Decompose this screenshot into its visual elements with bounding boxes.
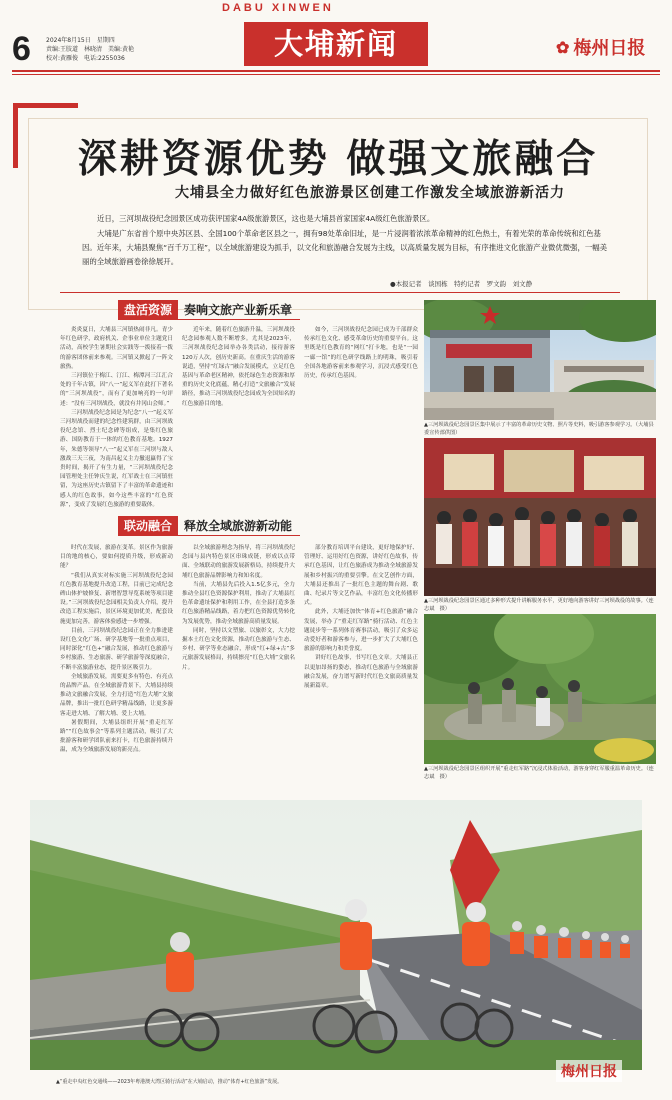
reenactment-photo [424,614,656,764]
paragraph: 讲好红色故事，书写红色文章。大埔县正以更加昂扬的姿态，推动红色旅游与全域旅游融合发展，奋力谱写新时代红色文旅高质量发展新篇章。 [304,655,418,690]
masthead-title: 大埔新闻 [244,22,428,66]
section-title: 奏响文旅产业新乐章 [178,300,300,320]
exhibition-hall-photo [424,438,656,596]
text-column [304,544,418,810]
paragraph: 以全域旅游理念为指导，将三河坝战役纪念园与县内特色景区串珠成链，形成以点带面、全域联动的旅游发展新格局，持续提升大埔红色旅游品牌影响力和知名度。 [182,545,295,579]
text-column [60,544,173,810]
lead-paragraphs [82,212,612,270]
main-headline: 深耕资源优势 做强文旅融合 [77,136,599,182]
photo-caption [424,422,656,437]
paragraph: 全域旅游发展，需要更多有特色、有亮点的品牌产品。在全域旅游背景下，大埔县持续推动文旅融合发展，全力打造“红色大埔”文旅品牌，推出一批红色研学精品线路，让更多游客走进大埔、了解大埔、爱上大埔。 [60,673,173,717]
section-title: 释放全域旅游新动能 [178,516,300,536]
cycling-caption: ▲“重走中央红色交通线——2023年粤港澳大湾区骑行活动”在大埔启动，推动“体育+红色旅游”发展。 [56,1079,283,1085]
paragraph: 近年来，随着红色旅游升温，三河坝战役纪念园参观人数不断增多。尤其是2023年，三河坝战役纪念园举办各类活动，接待游客120万人次，创历史新高。在重庆生活的游客说道，坚持“红绿古”融合发展模式，立足红色基因与革命老区精神，依托绿色生态资源和厚重的历史文化底蕴，精心打造“文旅融合”发展路径，推动三河坝战役纪念园成为全国知名的红色旅游目的地。 [182,327,295,407]
section-tag: 联动融合 [118,516,178,536]
page-number: 6 [12,30,31,68]
paragraph: 三河镇位于梅江、汀江、梅潭河三江汇合处的千年古镇，因“八一”起义军在此打下著名的“三河坝战役”，而有了更加响亮的一句评述：“没有三河坝战役，就没有井冈山会师。” [60,373,173,407]
caption-text: ▲三河坝战役纪念园景区集中展示了丰富的革命历史文物、照片等史料，吸引游客参观学习。 [424,422,636,428]
text-column [304,326,418,512]
exhibition-visitors-illustration [424,438,656,596]
masthead-rule-thin [12,74,660,75]
lead-paragraph: 大埔是广东省首个原中央苏区县、全国100个革命老区县之一，拥有98处革命旧址，是一片浸润着浓浓革命精神的红色热土，有着光荣的革命传统和红色基因。近年来，大埔县聚焦“百千万工程”，以全域旅游建设为抓手，以文化和旅游融合发展为主线，以高质量发展为目标，有序推进文化旅游产业微优微强，一幅美丽的全域旅游画卷徐徐展开。 [82,229,608,266]
masthead-pinyin: DABU XINWEN [222,2,334,14]
paragraph: 部分教育培训平台建设，更好地保护好、管理好、运用好红色资源，讲好红色故事，传承红色基因，让红色旅游成为推动全域旅游发展和乡村振兴的重要引擎。在文艺创作方面，大埔县还推出了一批红色主题的舞台剧、歌曲、纪录片等文艺作品，丰富红色文化传播形式。 [304,545,418,607]
caption-credit: （连志斌 摄） [424,766,654,780]
section-heading-1 [118,300,300,320]
headline-rule [60,292,620,293]
cycling-event-photo [30,800,642,1070]
caption-credit: （大埔县委宣传部供图） [424,422,654,436]
masthead-rule [12,70,660,72]
issue-date: 2024年8月15日 星期四 [46,37,115,44]
paragraph: 暑假期间，大埔县组织开展“重走红军路”“红色故事会”等系列主题活动，吸引了大批游客和研学团队前来打卡，红色旅游持续升温，成为全域旅游发展的新亮点。 [60,719,173,754]
paper-logo [556,34,645,60]
byline: ●本报记者 谈国栋 特约记者 罗文韵 刘文静 [390,280,533,288]
lead-paragraph: 近日，三河坝战役纪念园景区成功获评国家4A级旅游景区，这也是大埔县首家国家4A级红色旅游景区。 [97,214,435,223]
caption-credit: （连志斌 摄） [424,598,654,612]
text-column [182,544,295,810]
plum-blossom-icon: ✿ [556,37,570,57]
caption-text: ▲三河坝战役纪念园景区通过多种形式提升讲解服务水平，更好地向游客讲好三河坝战役的故事。 [424,598,646,604]
sub-headline: 大埔县全力做好红色旅游景区创建工作激发全域旅游新活力 [175,185,565,201]
paragraph: 三河坝战役纪念园是为纪念“八一”起义军三河坝战役而建的纪念性建筑群，由三河坝战役纪念馆、烈士纪念碑等组成，是集红色旅游、国防教育于一体的红色教育基地。1927年，朱德等领导“八一”起义军在三河坝与敌人激战三天三夜，为南昌起义主力撤退赢得了宝贵时间，揭开了有生力量，“三河坝战役纪念园管理处主任钟庆生说，红军战士在三河镇驻留，为这座历史古镇留下了丰富的革命遗迹和感人的红色故事，如今这些丰富的“红色资源”，变成了发展红色旅游的重要载体。 [60,409,173,508]
section-heading-2 [118,516,300,536]
masthead-meta [46,36,134,63]
memorial-hall-photo [424,300,656,420]
paragraph: “我们从真实对标实施三河坝战役纪念园红色教育基地提升改造工程，目前已完成纪念碑山体护坡修复、新增智慧导览系统等项目建设。”三河坝战役纪念园相关负责人介绍，提升改造工程实施后，景区环境更加优美，配套设施更加完善，游客体验感进一步增强。 [60,572,173,625]
paragraph: 此外，大埔还加快“体育+红色旅游”融合发展，举办了“重走红军路”骑行活动、红色主题徒步等一系列体育赛事活动，吸引了众多运动爱好者和游客参与，进一步扩大了大埔红色旅游的影响力和美誉度。 [304,609,418,653]
editors-line: 责编:王肢道 林晓清 美编:黄艳 [46,46,135,53]
paragraph: 如今，三河坝战役纪念园已成为千部群众传承红色文化、感受革命历史的重要平台。这里既是红色教育的“网红”打卡地，也是“一园一廊一馆”的红色研学线路上的明珠，吸引着全国各地游客前来参观学习，沉浸式感受红色历史，传承红色基因。 [304,327,418,380]
text-column [182,326,295,512]
paper-name: 梅州日报 [573,38,646,59]
paragraph: 同时，坚持以文塑旅、以旅彰文，大力挖掘本土红色文化资源，推动红色旅游与生态、乡村、研学等业态融合，形成“红+绿+古”多元旅游发展格局，持续擦亮“红色大埔”文旅名片。 [182,627,295,671]
paragraph: 目前，三河坝战役纪念园正在全力推进建设红色文化广场、研学基地等一批重点项目，同时深化“红色+”融合发展，推动红色旅游与乡村旅游、生态旅游、研学旅游等深度融合，不断丰富旅游业态，提升景区吸引力。 [60,627,173,671]
photo-caption [424,598,656,613]
paragraph: 时代在发展，旅游在变革。景区作为旅游目的地的核心，要如何提质升级，形成新动能？ [60,545,173,570]
red-army-reenactment-illustration [424,614,656,764]
caption-text: ▲三河坝战役纪念园景区组织开展“重走红军路”沉浸式体验活动，游客身穿红军服重温革命历史。 [424,766,647,772]
paper-watermark: 梅州日报 [556,1060,622,1082]
cycling-road-illustration [30,800,642,1070]
photo-caption [424,766,656,781]
text-column [60,326,173,512]
paragraph: 炎炎夏日，大埔县三河镇热闹非凡。青少年红色研学，政府机关、企事业单位主题党日活动，高校学生暑期社会实践等一拨接着一拨的游客团体前来参观。三河镇又掀起了一阵文旅热。 [60,327,173,370]
section-2-body [60,544,418,810]
memorial-hall-illustration [424,300,656,420]
section-1-body [60,326,418,512]
section-tag: 盘活资源 [118,300,178,320]
paragraph: 当前，大埔县先后投入1.5亿多元，全力推动全县红色资源保护利用，推动了大埔县红色革命遗址保护和利用工作，在全县打造多条红色旅游精品线路，着力把红色资源优势转化为发展优势，推动全域旅游高质量发展。 [182,581,295,625]
proof-line: 校对:黄雁俊 电话:2255036 [46,55,125,62]
